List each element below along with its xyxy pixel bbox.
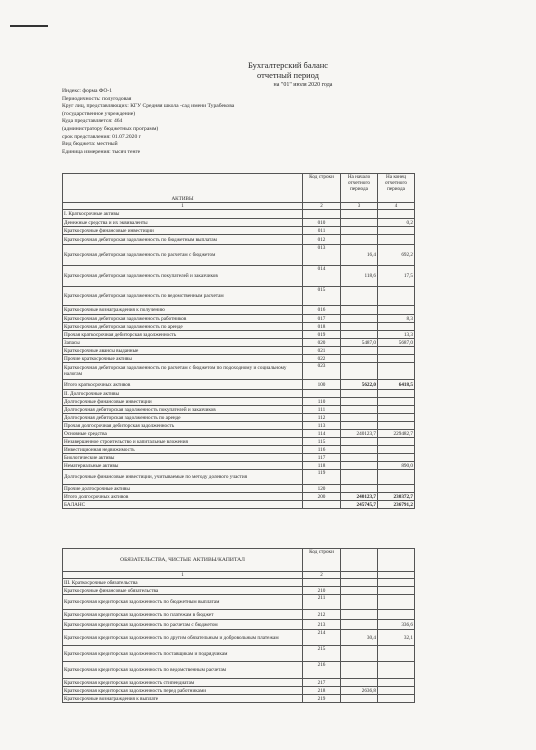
row-code: 218	[303, 687, 341, 695]
row-value-end: 336,6	[378, 620, 415, 630]
row-label: Краткосрочная кредиторская задолженность по другим обязательным и добровольным платежам	[63, 630, 303, 646]
row-value-end	[378, 646, 415, 662]
row-label: I. Краткосрочные активы	[63, 210, 303, 219]
row-value-start	[341, 646, 378, 662]
row-label: Долгосрочные финансовые инвестиции	[63, 398, 303, 406]
row-value-start	[341, 414, 378, 422]
row-code: 112	[303, 414, 341, 422]
column-header: Код строки	[303, 174, 341, 203]
row-value-end	[378, 470, 415, 485]
row-value-end	[378, 662, 415, 679]
table-row	[63, 363, 415, 380]
table-row	[63, 485, 415, 493]
column-number: 4	[378, 203, 415, 210]
table-row	[63, 323, 415, 331]
meta-line: Периодичность: полугодовая	[62, 95, 132, 102]
row-value-start	[341, 595, 378, 610]
column-number: 2	[303, 203, 341, 210]
row-value-start	[341, 462, 378, 470]
row-value-end	[378, 679, 415, 687]
row-label: БАЛАНС	[63, 501, 303, 509]
row-value-start: 30,4	[341, 630, 378, 646]
row-label: Долгосрочная дебиторская задолженность по аренде	[63, 414, 303, 422]
row-value-end	[378, 406, 415, 414]
row-value-start	[341, 347, 378, 355]
row-code: 211	[303, 595, 341, 610]
row-code: 118	[303, 462, 341, 470]
row-value-end: 17,5	[378, 266, 415, 287]
table-header-row	[63, 174, 415, 203]
report-metadata	[62, 88, 234, 156]
row-label: Краткосрочные финансовые обязательства	[63, 587, 303, 595]
table-row	[63, 331, 415, 339]
column-header	[341, 549, 378, 572]
row-code: 120	[303, 485, 341, 493]
row-value-start	[341, 306, 378, 315]
row-value-start	[341, 679, 378, 687]
row-label: Долгосрочная дебиторская задолженность покупателей и заказчиков	[63, 406, 303, 414]
column-header: АКТИВЫ	[63, 174, 303, 203]
row-label: Основные средства	[63, 430, 303, 438]
column-header: ОБЯЗАТЕЛЬСТВА, ЧИСТЫЕ АКТИВЫ/КАПИТАЛ	[63, 549, 303, 572]
row-value-start	[341, 287, 378, 306]
row-code: 115	[303, 438, 341, 446]
table-header-row	[63, 549, 415, 572]
row-value-start	[341, 323, 378, 331]
row-code: 219	[303, 695, 341, 703]
table-row	[63, 493, 415, 501]
document-title-block	[0, 60, 536, 90]
table-row	[63, 380, 415, 390]
row-value-start	[341, 470, 378, 485]
row-code: 015	[303, 287, 341, 306]
table-row	[63, 462, 415, 470]
row-value-end: 0,2	[378, 219, 415, 227]
row-value-start	[341, 398, 378, 406]
row-label: II. Долгосрочные активы	[63, 390, 303, 398]
row-code	[303, 579, 341, 587]
table-row	[63, 235, 415, 245]
meta-line: (администратору бюджетных программ)	[62, 125, 159, 132]
row-value-start	[341, 485, 378, 493]
row-label: Краткосрочная дебиторская задолженность по расчетам с бюджетом по подоходному и социальному налогам	[63, 363, 303, 380]
row-label: Краткосрочная кредиторская задолженность по бюджетным выплатам	[63, 595, 303, 610]
row-value-start	[341, 695, 378, 703]
column-number	[378, 572, 415, 579]
column-number-row	[63, 572, 415, 579]
row-label: Нематериальные активы	[63, 462, 303, 470]
row-value-start	[341, 579, 378, 587]
row-value-start	[341, 620, 378, 630]
meta-line: срок представления: 01.07.2020 г	[62, 133, 141, 140]
row-code: 100	[303, 380, 341, 390]
row-value-start	[341, 454, 378, 462]
row-code	[303, 501, 341, 509]
row-label: Прочие краткосрочные активы	[63, 355, 303, 363]
row-label: Краткосрочные вознаграждения к выплате	[63, 695, 303, 703]
meta-line: Вид бюджета: местный	[62, 141, 118, 148]
row-value-start	[341, 355, 378, 363]
row-code: 019	[303, 331, 341, 339]
table-row	[63, 406, 415, 414]
row-value-start	[341, 219, 378, 227]
row-value-end	[378, 485, 415, 493]
row-value-start	[341, 422, 378, 430]
table-row	[63, 398, 415, 406]
row-code: 113	[303, 422, 341, 430]
table-row	[63, 219, 415, 227]
row-code: 021	[303, 347, 341, 355]
row-value-start	[341, 662, 378, 679]
row-value-start: 240123,7	[341, 493, 378, 501]
document-subtitle: отчетный период	[257, 70, 319, 80]
row-code: 017	[303, 315, 341, 323]
row-code: 117	[303, 454, 341, 462]
column-number: 2	[303, 572, 341, 579]
row-value-start: 5622,0	[341, 380, 378, 390]
table-row	[63, 587, 415, 595]
row-value-end: 6418,5	[378, 380, 415, 390]
row-value-start	[341, 390, 378, 398]
row-value-end	[378, 323, 415, 331]
row-value-end	[378, 210, 415, 219]
scan-mark	[10, 25, 48, 27]
row-code	[303, 210, 341, 219]
row-value-start	[341, 610, 378, 620]
row-value-end	[378, 414, 415, 422]
row-label: Краткосрочная дебиторская задолженность работников	[63, 315, 303, 323]
row-label: Прочая долгосрочная дебиторская задолженность	[63, 422, 303, 430]
table-row	[63, 470, 415, 485]
row-code: 110	[303, 398, 341, 406]
row-label: Итого краткосрочных активов	[63, 380, 303, 390]
row-code: 114	[303, 430, 341, 438]
row-value-end	[378, 595, 415, 610]
row-label: Краткосрочные авансы выданные	[63, 347, 303, 355]
meta-line: Круг лиц, представляющих: КГУ Средняя школа -сад имени Турабекова	[62, 103, 235, 110]
row-code: 020	[303, 339, 341, 347]
row-value-start	[341, 363, 378, 380]
table-row	[63, 287, 415, 306]
row-code: 212	[303, 610, 341, 620]
row-code: 119	[303, 470, 341, 485]
row-value-end: 32,1	[378, 630, 415, 646]
row-code: 116	[303, 446, 341, 454]
row-label: Краткосрочная кредиторская задолженность по расчетам с бюджетом	[63, 620, 303, 630]
row-code: 217	[303, 679, 341, 687]
row-label: III. Краткосрочные обязательства	[63, 579, 303, 587]
row-code: 210	[303, 587, 341, 595]
row-label: Краткосрочная кредиторская задолженность по ведомственным расчетам	[63, 662, 303, 679]
row-code: 200	[303, 493, 341, 501]
table-row	[63, 347, 415, 355]
row-code	[303, 390, 341, 398]
row-value-end: 890,0	[378, 462, 415, 470]
table-row	[63, 595, 415, 610]
column-header: На начало отчетного периода	[341, 174, 378, 203]
row-label: Краткосрочная дебиторская задолженность по бюджетным выплатам	[63, 235, 303, 245]
meta-line: Куда представляется: 464	[62, 118, 123, 125]
row-label: Краткосрочные вознаграждения к получению	[63, 306, 303, 315]
row-value-end	[378, 454, 415, 462]
row-label: Прочая краткосрочная дебиторская задолженность	[63, 331, 303, 339]
table-row	[63, 620, 415, 630]
row-value-end	[378, 306, 415, 315]
row-code: 215	[303, 646, 341, 662]
row-code: 013	[303, 245, 341, 266]
row-value-end	[378, 687, 415, 695]
row-code: 023	[303, 363, 341, 380]
table-row	[63, 646, 415, 662]
row-label: Краткосрочная кредиторская задолженность по платежам в бюджет	[63, 610, 303, 620]
table-row	[63, 306, 415, 315]
table-row	[63, 430, 415, 438]
table-row	[63, 355, 415, 363]
report-date: на "01" июля 2020 года	[273, 82, 333, 88]
row-value-start	[341, 235, 378, 245]
row-value-end: 5687,0	[378, 339, 415, 347]
table-row	[63, 687, 415, 695]
row-value-start: 5487,0	[341, 339, 378, 347]
column-number-row	[63, 203, 415, 210]
row-value-start	[341, 227, 378, 235]
table-row	[63, 227, 415, 235]
column-header	[378, 549, 415, 572]
row-value-start: 245745,7	[341, 501, 378, 509]
table-row	[63, 210, 415, 219]
column-number: 3	[341, 203, 378, 210]
row-value-end	[378, 579, 415, 587]
row-value-start	[341, 331, 378, 339]
row-label: Краткосрочная кредиторская задолженность поставщикам и подрядчикам	[63, 646, 303, 662]
row-value-start: 118,6	[341, 266, 378, 287]
row-label: Денежные средства и их эквиваленты	[63, 219, 303, 227]
row-value-start	[341, 315, 378, 323]
row-label: Краткосрочная кредиторская задолженность перед работниками	[63, 687, 303, 695]
row-code: 012	[303, 235, 341, 245]
row-label: Краткосрочная кредиторская задолженность стипендиатам	[63, 679, 303, 687]
row-label: Краткосрочная дебиторская задолженность по ведомственным расчетам	[63, 287, 303, 306]
row-value-start	[341, 406, 378, 414]
row-label: Краткосрочная дебиторская задолженность по аренде	[63, 323, 303, 331]
table-row	[63, 446, 415, 454]
row-value-end	[378, 422, 415, 430]
row-value-start	[341, 587, 378, 595]
row-code: 011	[303, 227, 341, 235]
row-label: Краткосрочная дебиторская задолженность по расчетам с бюджетом	[63, 245, 303, 266]
column-number: 1	[63, 572, 303, 579]
table-row	[63, 414, 415, 422]
row-value-end	[378, 287, 415, 306]
row-value-end	[378, 390, 415, 398]
row-value-end	[378, 398, 415, 406]
row-value-start	[341, 446, 378, 454]
row-code: 022	[303, 355, 341, 363]
table-row	[63, 501, 415, 509]
assets-table	[62, 173, 415, 509]
row-value-start	[341, 438, 378, 446]
row-value-end: 230372,7	[378, 493, 415, 501]
row-value-end	[378, 587, 415, 595]
row-value-start: 2636,8	[341, 687, 378, 695]
table-row	[63, 679, 415, 687]
table-row	[63, 610, 415, 620]
row-label: Краткосрочная дебиторская задолженность покупателей и заказчиков	[63, 266, 303, 287]
row-value-end	[378, 695, 415, 703]
row-value-end	[378, 227, 415, 235]
table-row	[63, 339, 415, 347]
row-code: 018	[303, 323, 341, 331]
row-value-end	[378, 438, 415, 446]
row-code: 111	[303, 406, 341, 414]
table-row	[63, 662, 415, 679]
row-code: 010	[303, 219, 341, 227]
row-code: 014	[303, 266, 341, 287]
row-code: 213	[303, 620, 341, 630]
row-value-end: 236791,2	[378, 501, 415, 509]
row-value-end	[378, 363, 415, 380]
row-value-start: 240123,7	[341, 430, 378, 438]
table-row	[63, 695, 415, 703]
row-label: Биологические активы	[63, 454, 303, 462]
row-label: Итого долгосрочных активов	[63, 493, 303, 501]
row-value-end	[378, 347, 415, 355]
table-row	[63, 630, 415, 646]
table-row	[63, 390, 415, 398]
row-label: Незавершенное строительство и капитальные вложения	[63, 438, 303, 446]
liabilities-table	[62, 548, 415, 703]
meta-line: (государственное учреждение)	[62, 110, 136, 117]
table-row	[63, 266, 415, 287]
row-label: Долгосрочные финансовые инвестиции, учитываемые по методу долевого участия	[63, 470, 303, 485]
column-number: 1	[63, 203, 303, 210]
table-row	[63, 438, 415, 446]
row-value-end: 13,3	[378, 331, 415, 339]
row-label: Краткосрочные финансовые инвестиции	[63, 227, 303, 235]
row-value-end: 229482,7	[378, 430, 415, 438]
meta-line: Индекс: форма ФО-1	[62, 88, 113, 94]
row-value-end	[378, 235, 415, 245]
table-row	[63, 245, 415, 266]
row-label: Инвестиционная недвижимость	[63, 446, 303, 454]
row-value-start	[341, 210, 378, 219]
column-header: Код строки	[303, 549, 341, 572]
table-row	[63, 579, 415, 587]
row-value-end: 692,2	[378, 245, 415, 266]
row-label: Запасы	[63, 339, 303, 347]
row-code: 016	[303, 306, 341, 315]
row-value-end	[378, 610, 415, 620]
table-row	[63, 422, 415, 430]
row-value-end	[378, 355, 415, 363]
meta-line: Единица измерения: тысяч тенге	[62, 148, 141, 155]
row-value-end	[378, 446, 415, 454]
column-number	[341, 572, 378, 579]
table-row	[63, 315, 415, 323]
row-code: 214	[303, 630, 341, 646]
document-title: Бухгалтерский баланс	[247, 60, 329, 70]
row-value-start: 16,4	[341, 245, 378, 266]
row-code: 216	[303, 662, 341, 679]
column-header: На конец отчетного периода	[378, 174, 415, 203]
row-label: Прочие долгосрочные активы	[63, 485, 303, 493]
table-row	[63, 454, 415, 462]
row-value-end: 8,3	[378, 315, 415, 323]
